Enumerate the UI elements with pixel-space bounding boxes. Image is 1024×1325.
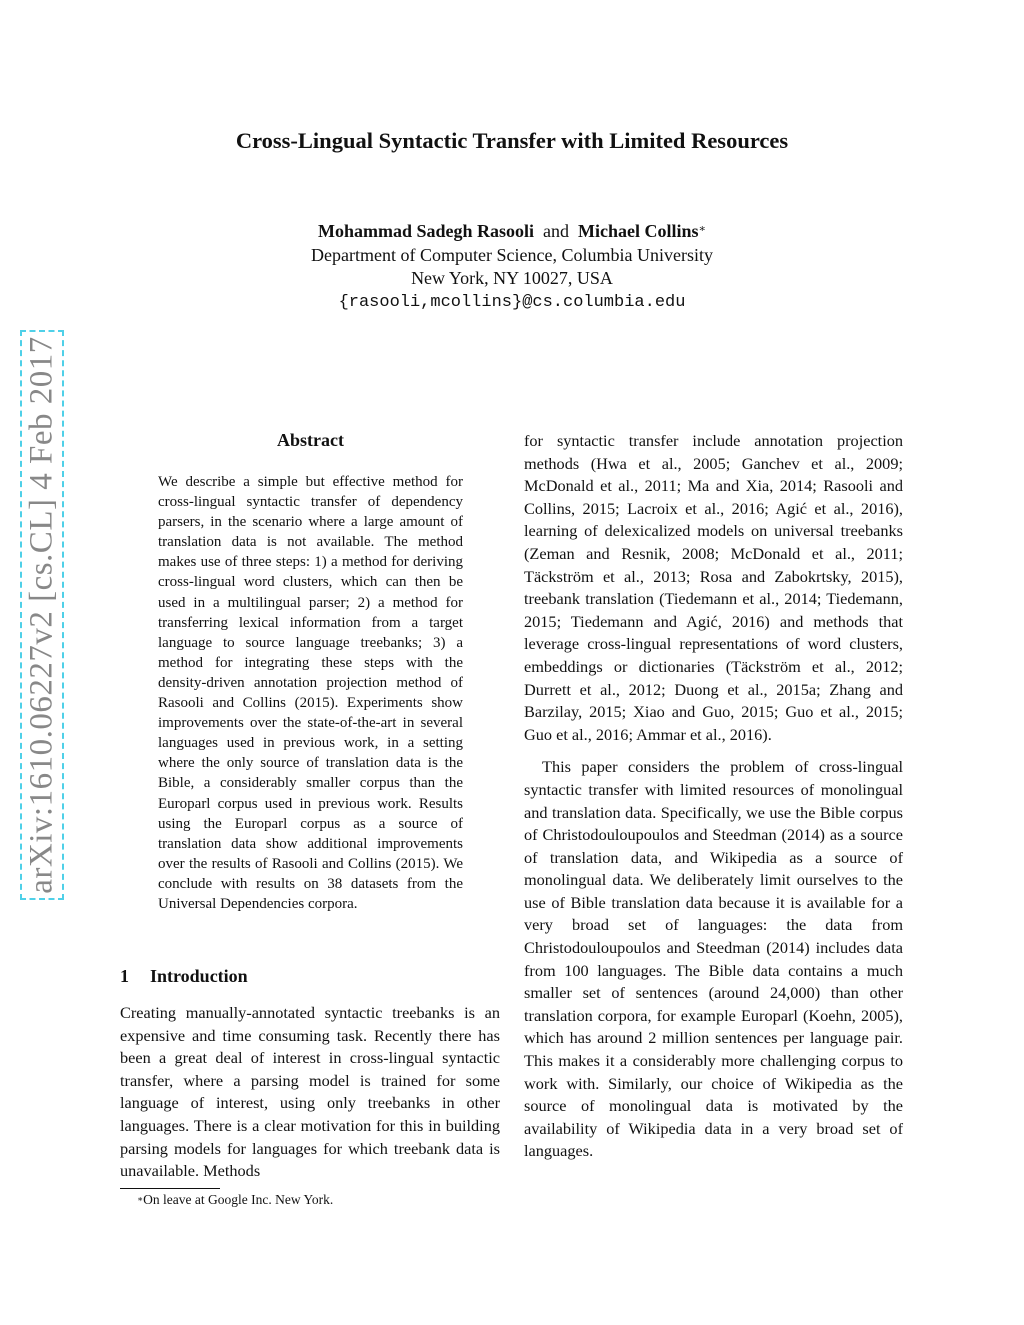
footnote-text: On leave at Google Inc. New York. <box>143 1192 334 1207</box>
paper-title: Cross-Lingual Syntactic Transfer with Limited Resources <box>235 128 789 153</box>
affiliation: Department of Computer Science, Columbia University <box>311 244 713 265</box>
author-rasooli: Mohammad Sadegh Rasooli <box>317 221 535 241</box>
email: {rasooli,mcollins}@cs.columbia.edu <box>338 292 686 312</box>
section-number: 1 <box>120 966 129 986</box>
author-conjunction: and <box>543 221 570 241</box>
abstract-text: We describe a simple but effective method for cross-lingual syntactic transfer of dependency parsers, in the scenario where a large amount of translation data is not available. The method makes use of three steps: 1) a method for deriving cross-lingual word clusters, which can then be used in a multilingual parser; 2) a method for transferring lexical information from a target language to source language treebanks; 3) a method for integrating these steps with the density-driven annotation projection method of Rasooli and Collins (2015). Experiments show improvements over the state-of-the-art in several languages used in previous work, in a setting where the only source of translation data is the Bible, a considerably smaller corpus than the Europarl corpus used in previous work. Results using the Europarl corpus as a source of translation data show additional improvements over the results of Rasooli and Collins (2015). We conclude with results on 38 datasets from the Universal Dependencies corpora. <box>158 474 463 912</box>
author-collins: Michael Collins <box>578 221 699 241</box>
right-column <box>524 430 903 1163</box>
introduction-text: Creating manually-annotated syntactic treebanks is an expensive and time consuming task. Recently there has been a great deal of interest in cross-lingual syntactic transfer, where a parsing model is trained for some language of interest, using only treebanks in other languages. There is a clear motivation for this in building parsing models for languages for which treebank data is unavailable. Methods <box>120 1003 500 1181</box>
paragraph-related-work: for syntactic transfer include annotation projection methods (Hwa et al., 2005; Ganchev et al., 2009; McDonald et al., 2011; Ma and Xia, 2014; Rasooli and Collins, 2015; Lacroix et al., 2016; Agić et al., 2016), learning of delexicalized models on universal treebanks (Zeman and Resnik, 2008; McDonald et al., 2011; Täckström et al., 2013; Rosa and Zabokrtsky, 2015), treebank translation (Tiedemann et al., 2014; Tiedemann, 2015; Tiedemann and Agić, 2016) and methods that leverage cross-lingual representations of word clusters, embeddings or dictionaries (Täckström et al., 2012; Durrett et al., 2012; Duong et al., 2015a; Zhang and Barzilay, 2015; Xiao and Guo, 2015; Guo et al., 2015; Guo et al., 2016; Ammar et al., 2016). <box>524 431 903 744</box>
footnote-divider <box>120 1188 220 1189</box>
author-line <box>0 220 1024 244</box>
arxiv-identifier: arXiv:1610.06227v2 [cs.CL] 4 Feb 2017 <box>23 336 60 894</box>
abstract-heading: Abstract <box>277 430 344 450</box>
section-title: Introduction <box>150 966 248 986</box>
section-heading-introduction <box>120 966 248 987</box>
arxiv-watermark <box>20 330 64 900</box>
author-block <box>0 220 1024 314</box>
address: New York, NY 10027, USA <box>411 268 613 288</box>
paragraph-problem-statement: This paper considers the problem of cross-lingual syntactic transfer with limited resources of monolingual and translation data. Specifically, we use the Bible corpus of Christodouloupoulos and Steedman (2014) as a source of translation data, and Wikipedia as a source of monolingual data. We deliberately limit ourselves to the use of Bible translation data because it is available for a very broad set of languages: the data from Christodouloupoulos and Steedman (2014) includes data from 100 languages. The Bible data contains a much smaller set of sentences (around 24,000) than other translation corpora, for example Europarl (Koehn, 2005), which has around 2 million sentences per language pair. This makes it a considerably more challenging corpus to work with. Similarly, our choice of Wikipedia as the source of monolingual data is motivated by the availability of Wikipedia data in a very broad set of languages. <box>524 757 903 1161</box>
author-footnote-mark: ∗ <box>698 223 706 235</box>
footnote-mark: ∗ <box>137 1194 144 1204</box>
footnote <box>137 1191 333 1208</box>
